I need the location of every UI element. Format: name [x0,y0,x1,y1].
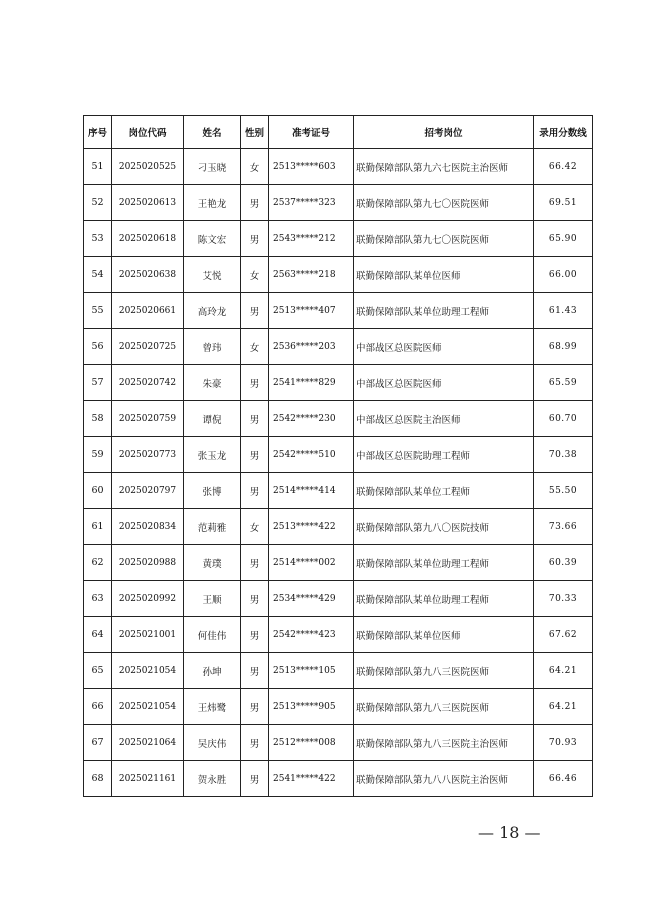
cell-gender: 男 [241,581,269,617]
cell-name: 王艳龙 [184,185,241,221]
cell-score-line: 70.33 [534,581,593,617]
cell-gender: 男 [241,617,269,653]
cell-recruit-post: 联勤保障部队第九七〇医院医师 [354,185,534,221]
cell-index: 65 [84,653,112,689]
table-row [84,509,593,545]
cell-score-line: 64.21 [534,653,593,689]
cell-gender: 男 [241,473,269,509]
cell-post-code: 2025020638 [112,257,184,293]
cell-post-code: 2025020834 [112,509,184,545]
cell-post-code: 2025021161 [112,761,184,797]
header-recruit-post: 招考岗位 [354,116,534,149]
cell-score-line: 69.51 [534,185,593,221]
cell-gender: 男 [241,545,269,581]
cell-score-line: 55.50 [534,473,593,509]
cell-post-code: 2025021064 [112,725,184,761]
cell-name: 孙坤 [184,653,241,689]
cell-name: 张玉龙 [184,437,241,473]
cell-post-code: 2025020797 [112,473,184,509]
header-exam-number: 准考证号 [269,116,354,149]
cell-gender: 女 [241,149,269,185]
cell-name: 刁玉晓 [184,149,241,185]
cell-gender: 男 [241,293,269,329]
cell-recruit-post: 联勤保障部队某单位助理工程师 [354,581,534,617]
cell-exam-number: 2514*****414 [269,473,354,509]
cell-index: 53 [84,221,112,257]
cell-exam-number: 2513*****905 [269,689,354,725]
cell-post-code: 2025020759 [112,401,184,437]
cell-post-code: 2025021054 [112,653,184,689]
cell-name: 张博 [184,473,241,509]
cell-recruit-post: 联勤保障部队第九八〇医院技师 [354,509,534,545]
cell-post-code: 2025020773 [112,437,184,473]
cell-exam-number: 2536*****203 [269,329,354,365]
table-row [84,725,593,761]
cell-name: 贺永胜 [184,761,241,797]
cell-post-code: 2025020618 [112,221,184,257]
cell-recruit-post: 联勤保障部队第九八八医院主治医师 [354,761,534,797]
cell-name: 王顺 [184,581,241,617]
cell-recruit-post: 中部战区总医院医师 [354,329,534,365]
cell-post-code: 2025020725 [112,329,184,365]
cell-index: 67 [84,725,112,761]
cell-gender: 女 [241,257,269,293]
cell-index: 58 [84,401,112,437]
cell-name: 谭倪 [184,401,241,437]
cell-index: 52 [84,185,112,221]
cell-recruit-post: 联勤保障部队第九八三医院医师 [354,689,534,725]
header-score-line: 录用分数线 [534,116,593,149]
cell-exam-number: 2541*****829 [269,365,354,401]
cell-post-code: 2025020992 [112,581,184,617]
cell-name: 王炜鹭 [184,689,241,725]
table-row [84,545,593,581]
cell-recruit-post: 联勤保障部队某单位助理工程师 [354,545,534,581]
cell-post-code: 2025020661 [112,293,184,329]
cell-exam-number: 2513*****407 [269,293,354,329]
header-name: 姓名 [184,116,241,149]
table-row [84,473,593,509]
table-row [84,365,593,401]
cell-gender: 男 [241,401,269,437]
cell-recruit-post: 联勤保障部队第九八三医院主治医师 [354,725,534,761]
cell-index: 62 [84,545,112,581]
cell-score-line: 60.70 [534,401,593,437]
cell-score-line: 66.46 [534,761,593,797]
table-header-row [84,116,593,149]
cell-post-code: 2025020525 [112,149,184,185]
header-post-code: 岗位代码 [112,116,184,149]
cell-name: 黄璞 [184,545,241,581]
cell-exam-number: 2542*****230 [269,401,354,437]
table-row [84,437,593,473]
table-row [84,761,593,797]
cell-exam-number: 2513*****105 [269,653,354,689]
cell-name: 陈文宏 [184,221,241,257]
cell-index: 63 [84,581,112,617]
cell-score-line: 68.99 [534,329,593,365]
page-number: — 18 — [478,823,541,842]
table-row [84,329,593,365]
cell-exam-number: 2512*****008 [269,725,354,761]
table-row [84,401,593,437]
cell-index: 60 [84,473,112,509]
cell-score-line: 65.59 [534,365,593,401]
cell-exam-number: 2542*****423 [269,617,354,653]
cell-recruit-post: 中部战区总医院医师 [354,365,534,401]
cell-index: 56 [84,329,112,365]
table-row [84,149,593,185]
cell-index: 55 [84,293,112,329]
cell-gender: 男 [241,437,269,473]
cell-recruit-post: 联勤保障部队某单位助理工程师 [354,293,534,329]
cell-score-line: 66.00 [534,257,593,293]
cell-post-code: 2025021001 [112,617,184,653]
cell-index: 68 [84,761,112,797]
cell-index: 54 [84,257,112,293]
cell-name: 曾玮 [184,329,241,365]
cell-gender: 男 [241,689,269,725]
header-gender: 性别 [241,116,269,149]
cell-score-line: 66.42 [534,149,593,185]
cell-recruit-post: 联勤保障部队某单位医师 [354,257,534,293]
table-row [84,581,593,617]
cell-gender: 男 [241,725,269,761]
cell-name: 范莉雅 [184,509,241,545]
cell-gender: 男 [241,221,269,257]
table-body [84,149,593,797]
cell-index: 57 [84,365,112,401]
cell-exam-number: 2534*****429 [269,581,354,617]
cell-recruit-post: 中部战区总医院主治医师 [354,401,534,437]
table-row [84,653,593,689]
cell-gender: 女 [241,509,269,545]
cell-index: 59 [84,437,112,473]
cell-gender: 男 [241,761,269,797]
cell-score-line: 64.21 [534,689,593,725]
cell-score-line: 61.43 [534,293,593,329]
cell-post-code: 2025020742 [112,365,184,401]
cell-index: 61 [84,509,112,545]
cell-score-line: 70.38 [534,437,593,473]
cell-exam-number: 2513*****603 [269,149,354,185]
cell-exam-number: 2542*****510 [269,437,354,473]
cell-exam-number: 2513*****422 [269,509,354,545]
table-row [84,617,593,653]
table-row [84,185,593,221]
cell-name: 吴庆伟 [184,725,241,761]
cell-gender: 男 [241,653,269,689]
cell-recruit-post: 中部战区总医院助理工程师 [354,437,534,473]
cell-score-line: 60.39 [534,545,593,581]
cell-exam-number: 2563*****218 [269,257,354,293]
cell-name: 朱豪 [184,365,241,401]
cell-recruit-post: 联勤保障部队某单位医师 [354,617,534,653]
table-row [84,257,593,293]
cell-score-line: 73.66 [534,509,593,545]
cell-post-code: 2025020988 [112,545,184,581]
cell-score-line: 65.90 [534,221,593,257]
cell-recruit-post: 联勤保障部队第九六七医院主治医师 [354,149,534,185]
cell-recruit-post: 联勤保障部队第九七〇医院医师 [354,221,534,257]
header-index: 序号 [84,116,112,149]
cell-index: 64 [84,617,112,653]
cell-name: 何佳伟 [184,617,241,653]
cell-score-line: 70.93 [534,725,593,761]
cell-gender: 男 [241,365,269,401]
table-row [84,689,593,725]
cell-exam-number: 2543*****212 [269,221,354,257]
recruitment-results-table [83,115,593,797]
cell-name: 高玲龙 [184,293,241,329]
table-row [84,293,593,329]
cell-score-line: 67.62 [534,617,593,653]
cell-post-code: 2025021054 [112,689,184,725]
table-row [84,221,593,257]
cell-exam-number: 2537*****323 [269,185,354,221]
cell-index: 66 [84,689,112,725]
cell-recruit-post: 联勤保障部队某单位工程师 [354,473,534,509]
cell-post-code: 2025020613 [112,185,184,221]
cell-recruit-post: 联勤保障部队第九八三医院医师 [354,653,534,689]
cell-exam-number: 2514*****002 [269,545,354,581]
cell-gender: 女 [241,329,269,365]
cell-index: 51 [84,149,112,185]
cell-gender: 男 [241,185,269,221]
cell-name: 艾悦 [184,257,241,293]
cell-exam-number: 2541*****422 [269,761,354,797]
